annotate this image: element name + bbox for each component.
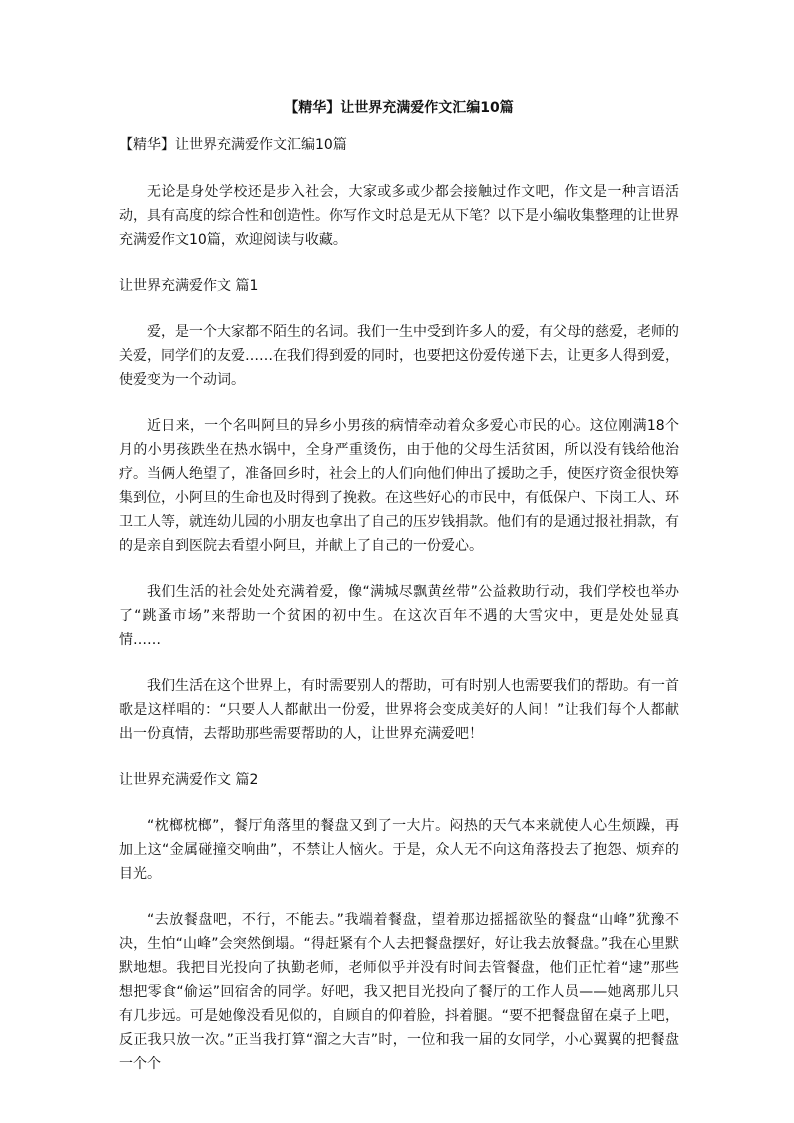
paragraph: 我们生活的社会处处充满着爱，像“满城尽飘黄丝带”公益救助行动，我们学校也举办了“跳蚤市场”来帮助一个贫困的初中生。在这次百年不遇的大雪灾中，更是处处显真情……: [119, 584, 679, 648]
paragraph: “枕榔枕榔”，餐厅角落里的餐盘又到了一大片。闷热的天气本来就使人心生烦躁，再加上这“金属碰撞交响曲”，不禁让人恼火。于是，众人无不向这角落投去了抱怨、烦弃的目光。: [119, 818, 679, 882]
document-subtitle: 【精华】让世界充满爱作文汇编10篇: [119, 137, 347, 153]
section-heading-1: 让世界充满爱作文 篇1: [119, 278, 259, 294]
document-title: 【精华】让世界充满爱作文汇编10篇: [284, 100, 514, 116]
document-body: [119, 180, 679, 1098]
section-heading-2: 让世界充满爱作文 篇2: [119, 772, 259, 788]
paragraph: 我们生活在这个世界上，有时需要别人的帮助，可有时别人也需要我们的帮助。有一首歌是这样唱的：“只要人人都献出一份爱，世界将会变成美好的人间！”让我们每个人都献出一份真情，去帮助那些需要帮助的人，让世界充满爱吧！: [119, 678, 679, 742]
paragraph: “去放餐盘吧，不行，不能去。”我端着餐盘，望着那边摇摇欲坠的餐盘“山峰”犹豫不决，生怕“山峰”会突然倒塌。“得赶紧有个人去把餐盘摆好，好让我去放餐盘。”我在心里默默地想。我把目光投向了执勤老师，老师似乎并没有时间去管餐盘，他们正忙着“逮”那些想把零食“偷运”回宿舍的同学。好吧，我又把目光投向了餐厅的工作人员——她离那儿只有几步远。可是她像没看见似的，自顾自的仰着脸，抖着腿。“要不把餐盘留在桌子上吧，反正我只放一次。”正当我打算“溜之大吉”时，一位和我一届的女同学，小心翼翼的把餐盘一个个: [119, 912, 679, 1072]
intro-paragraph: 无论是身处学校还是步入社会，大家或多或少都会接触过作文吧，作文是一种言语活动，具有高度的综合性和创造性。你写作文时总是无从下笔？以下是小编收集整理的让世界充满爱作文10篇，欢迎阅读与收藏。: [119, 184, 679, 248]
paragraph: 爱，是一个大家都不陌生的名词。我们一生中受到许多人的爱，有父母的慈爱，老师的关爱，同学们的友爱……在我们得到爱的同时，也要把这份爱传递下去，让更多人得到爱，使爱变为一个动词。: [119, 324, 679, 388]
paragraph: 近日来，一个名叫阿旦的异乡小男孩的病情牵动着众多爱心市民的心。这位刚满18个月的小男孩跌坐在热水锅中，全身严重烫伤，由于他的父母生活贫困，所以没有钱给他治疗。当俩人绝望了，准备回乡时，社会上的人们向他们伸出了援助之手，使医疗资金很快筹集到位，小阿旦的生命也及时得到了挽救。在这些好心的市民中，有低保户、下岗工人、环卫工人等，就连幼儿园的小朋友也拿出了自己的压岁钱捐款。他们有的是通过报社捐款，有的是亲自到医院去看望小阿旦，并献上了自己的一份爱心。: [119, 418, 679, 554]
